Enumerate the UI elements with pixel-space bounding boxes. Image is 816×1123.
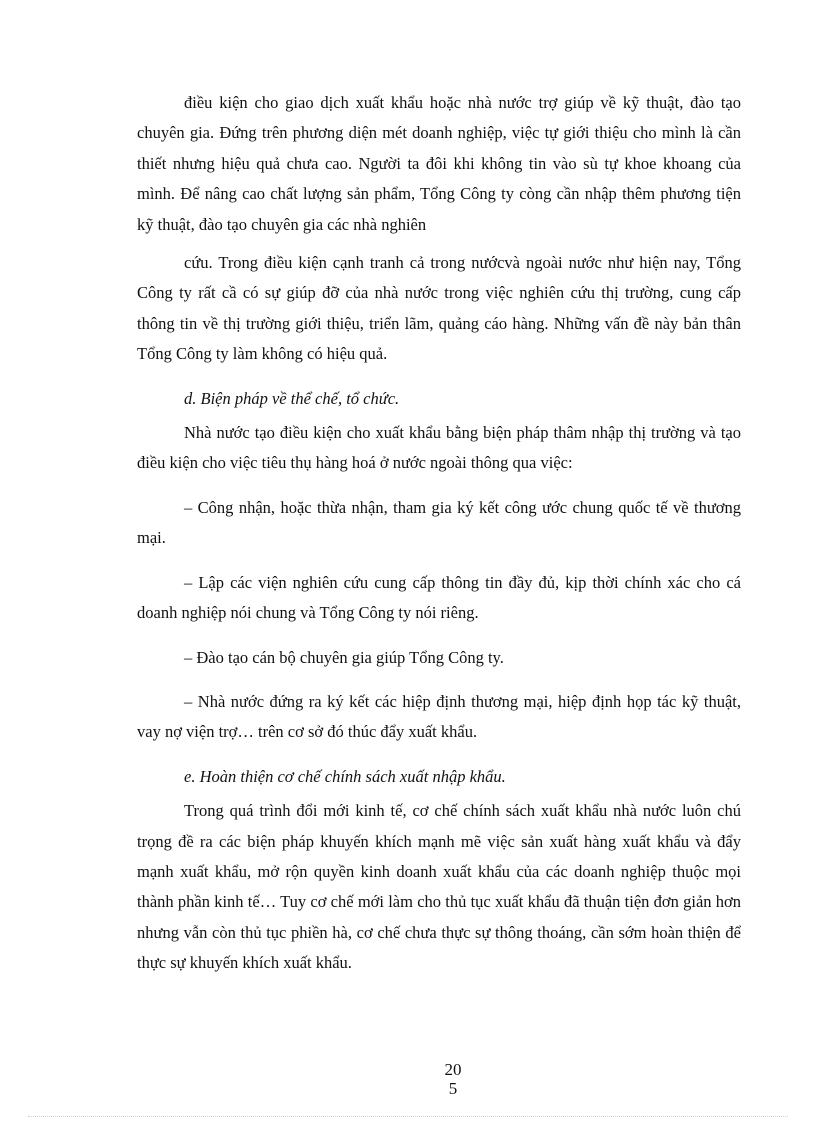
body-text bbox=[137, 88, 741, 993]
paragraph: Trong quá trình đổi mới kinh tế, cơ chế chính sách xuất khẩu nhà nước luôn chú trọng đề ra các biện pháp khuyến khích mạnh mẽ việc sản xuất hàng xuất khẩu và đẩy mạnh xuất khẩu, mở rộn quyền kinh doanh xuất khẩu của các doanh nghiệp thuộc mọi thành phần kinh tế… Tuy cơ chế mới làm cho thủ tục xuất khẩu đã thuận tiện đơn giản hơn nhưng vẫn còn thủ tục phiền hà, cơ chế chưa thực sự thông thoáng, cần sớm hoàn thiện để thực sự khuyến khích xuất khẩu. bbox=[137, 801, 741, 973]
list-item: – Công nhận, hoặc thừa nhận, tham gia ký kết công ước chung quốc tế về thương mại. bbox=[137, 497, 741, 548]
section-heading: e. Hoàn thiện cơ chế chính sách xuất nhập khẩu. bbox=[184, 766, 506, 786]
page-number-line-2: 5 bbox=[448, 1079, 458, 1098]
paragraph: Nhà nước tạo điều kiện cho xuất khẩu bằng biện pháp thâm nhập thị trường và tạo điều kiện cho việc tiêu thụ hàng hoá ở nước ngoài thông qua việc: bbox=[137, 423, 741, 473]
list-item: – Đào tạo cán bộ chuyên gia giúp Tổng Công ty. bbox=[184, 647, 504, 667]
section-heading: d. Biện pháp về thể chế, tổ chức. bbox=[184, 388, 400, 408]
list-item: – Lập các viện nghiên cứu cung cấp thông tin đầy đủ, kịp thời chính xác cho cá doanh nghiệp nói chung và Tổng Công ty nói riêng. bbox=[137, 572, 741, 623]
paragraph: điều kiện cho giao dịch xuất khẩu hoặc nhà nước trợ giúp về kỹ thuật, đào tạo chuyên gia. Đứng trên phương diện mét doanh nghiệp, việc tự giới thiệu cho mình là cần thiết nhưng hiệu quả chưa cao. Người ta đôi khi không tin vào sù tự khoe khoang của mình. Để nâng cao chất lượng sản phẩm, Tổng Công ty còng cần nhập thêm phương tiện kỹ thuật, đào tạo chuyên gia các nhà nghiên bbox=[137, 93, 741, 234]
page-number-line-1: 20 bbox=[444, 1060, 462, 1079]
list-item: – Nhà nước đứng ra ký kết các hiệp định thương mại, hiệp định họp tác kỹ thuật, vay nợ viện trợ… trên cơ sở đó thúc đẩy xuất khẩu. bbox=[137, 691, 741, 742]
page-number bbox=[0, 1060, 816, 1098]
paragraph: cứu. Trong điều kiện cạnh tranh cả trong nướcvà ngoài nước như hiện nay, Tổng Công ty rất cầ có sự giúp đỡ của nhà nước trong việc nghiên cứu thị trường, cung cấp thông tin về thị trường giới thiệu, triển lãm, quảng cáo hàng. Những vấn đề này bản thân Tổng Công ty làm không có hiệu quả. bbox=[137, 253, 741, 364]
footer-divider bbox=[28, 1116, 788, 1117]
